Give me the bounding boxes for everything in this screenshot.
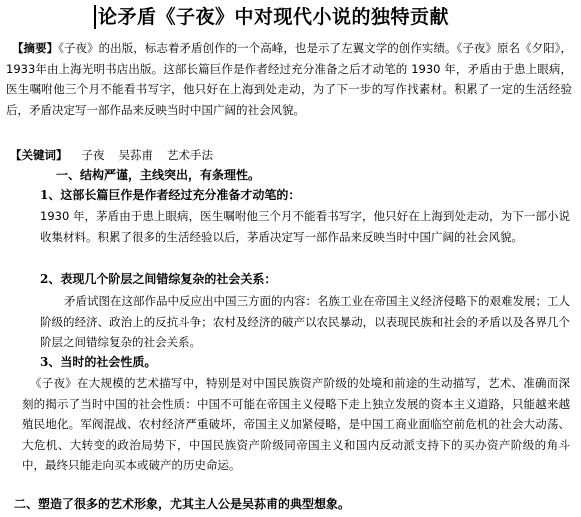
subsection-2-text: 矛盾试图在这部作品中反应出中国三方面的内容：名族工业在帝国主义经济侵略下的艰难发展；工人阶级的经济、政治上的反抗斗争；农村及经济的破产以农民暴动，以表现民族和社会的矛盾以及各界几个阶层之间错综复杂的社会关系。 [40, 294, 570, 349]
subsection-1-heading: 1、这部长篇巨作是作者经过充分准备才动笔的： [40, 188, 301, 202]
text-cursor [94, 5, 96, 29]
section-1-heading: 一、结构严谨，主线突出，有条理性。 [56, 168, 261, 182]
abstract-text: 《子夜》的出版，标志着矛盾创作的一个高峰，也是示了左翼文学的创作实绩。《子夜》原名《夕阳》，1933年由上海光明书店出版。这部长篇巨作是作者经过充分准备之后才动笔的 1930 年，矛盾由于患上眼病，医生嘱咐他三个月不能看书写字，他只好在上海到处走动，为了下一步的写作找素材。积累了一定的生活经验后，矛盾决定写一部作品来反映当时中国广阔的社会风貌。 [6, 41, 572, 117]
keyword-item: 子夜 [81, 148, 105, 162]
abstract-paragraph [6, 38, 572, 120]
keywords-label: 【关键词】 [10, 148, 68, 162]
section-2-heading: 二、塑造了很多的艺术形象，尤其主人公是吴荪甫的典型想象。 [14, 497, 351, 511]
abstract-label: 【摘要】 [12, 41, 59, 55]
subsection-2-heading: 2、表现几个阶层之间错综复杂的社会关系： [40, 272, 277, 286]
keywords-line [10, 145, 213, 165]
keyword-item: 吴荪甫 [118, 148, 153, 162]
subsection-3-text: 《子夜》在大规模的艺术描写中，特别是对中国民族资产阶级的处境和前途的生动描写，艺术、准确而深刻的揭示了当时中国的社会性质：中国不可能在帝国主义侵略下走上独立发展的资本主义道路，只能越来越殖民地化。军阀混战、农村经济严重破坏，帝国主义加紧侵略，是中国工商业面临空前危机的社会大动荡、大危机、大转变的政治局势下，中国民族资产阶级同帝国主义和国内反动派支持下的买办资产阶级的角斗中，最终只能走向买本或破产的历史命运。 [22, 376, 570, 472]
keyword-item: 艺术手法 [167, 148, 213, 162]
subsection-3-heading: 3、当时的社会性质。 [40, 355, 157, 369]
subsection-1-text: 1930 年，茅盾由于患上眼病，医生嘱咐他三个月不能看书写字，他只好在上海到处走动，为下一部小说收集材料。积累了很多的生活经验以后，茅盾决定写一部作品来反映当时中国广阔的社会风貌。 [40, 209, 570, 244]
document-title: 论矛盾《子夜》中对现代小说的独特贡献 [98, 6, 450, 28]
